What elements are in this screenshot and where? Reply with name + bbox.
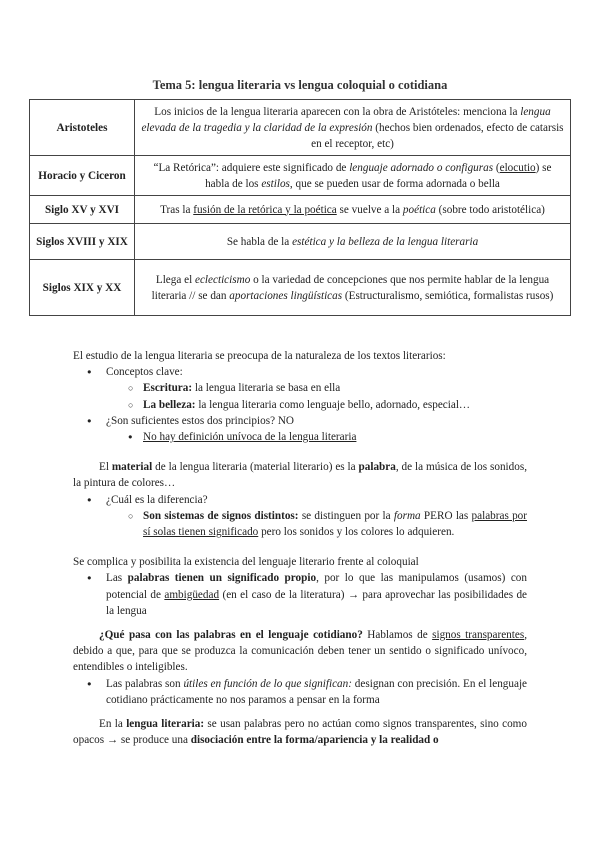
page-title: Tema 5: lengua literaria vs lengua coloquial o cotidiana bbox=[152, 78, 448, 92]
list-item: ● Las palabras son útiles en función de lo que significan: designan con precisión. En el lenguaje cotidiano prácticamente no nos paramos a pensar en la forma bbox=[73, 676, 527, 708]
row-label: Aristoteles bbox=[30, 100, 135, 156]
history-table bbox=[29, 99, 571, 316]
list-item: ● No hay definición unívoca de la lengua literaria bbox=[73, 429, 527, 445]
bullet-list bbox=[73, 492, 527, 541]
row-description: Llega el eclecticismo o la variedad de concepciones que nos permite hablar de la lengua literaria // se dan aportaciones lingüísticas (Estructuralismo, semiótica, formalistas rusos) bbox=[135, 260, 571, 316]
row-label: Horacio y Ciceron bbox=[30, 156, 135, 196]
bullet-list bbox=[73, 570, 527, 619]
row-description: Tras la fusión de la retórica y la poética se vuelve a la poética (sobre todo aristotélica) bbox=[135, 196, 571, 224]
list-item: ● Conceptos clave: bbox=[73, 364, 527, 380]
list-item: ○ Escritura: la lengua literaria se basa en ella bbox=[73, 380, 527, 396]
list-item: ● ¿Cuál es la diferencia? bbox=[73, 492, 527, 508]
paragraph: El estudio de la lengua literaria se preocupa de la naturaleza de los textos literarios: bbox=[73, 350, 446, 362]
row-label: Siglo XV y XVI bbox=[30, 196, 135, 224]
body-text bbox=[73, 348, 527, 748]
row-label: Siglos XVIII y XIX bbox=[30, 224, 135, 260]
bullet-list bbox=[73, 364, 527, 445]
list-item: ○ Son sistemas de signos distintos: se distinguen por la forma PERO las palabras por sí solas tienen significado pero los sonidos y los colores lo adquieren. bbox=[73, 508, 527, 540]
row-description: Los inicios de la lengua literaria aparecen con la obra de Aristóteles: menciona la lengua elevada de la tragedia y la claridad de la expresión (hechos bien ordenados, efecto de catarsis en el receptor, etc) bbox=[135, 100, 571, 156]
bullet-list bbox=[73, 676, 527, 708]
table-row bbox=[30, 156, 571, 196]
list-item: ○ La belleza: la lengua literaria como lenguaje bello, adornado, especial… bbox=[73, 397, 527, 413]
paragraph: En la lengua literaria: se usan palabras pero no actúan como signos transparentes, sino como opacos → se produce una disociación entre la forma/apariencia y la realidad o bbox=[73, 718, 527, 747]
row-label: Siglos XIX y XX bbox=[30, 260, 135, 316]
paragraph: ¿Qué pasa con las palabras en el lenguaje cotidiano? Hablamos de signos transparentes, debido a que, para que se produzca la comunicación deben tener un sentido o significado unívoco, entendibles o inteligibles. bbox=[73, 629, 527, 674]
table-row bbox=[30, 100, 571, 156]
paragraph: Se complica y posibilita la existencia del lenguaje literario frente al coloquial bbox=[73, 556, 419, 569]
table-row bbox=[30, 260, 571, 316]
row-description: “La Retórica”: adquiere este significado de lenguaje adornado o configuras (elocutio) se habla de los estilos, que se pueden usar de forma adornada o bella bbox=[135, 156, 571, 196]
table-row bbox=[30, 196, 571, 224]
row-description: Se habla de la estética y la belleza de la lengua literaria bbox=[135, 224, 571, 260]
table-row bbox=[30, 224, 571, 260]
list-item: ● ¿Son suficientes estos dos principios? NO bbox=[73, 413, 527, 429]
paragraph: El material de la lengua literaria (material literario) es la palabra, de la música de los sonidos, la pintura de colores… bbox=[73, 461, 527, 490]
list-item: ● Las palabras tienen un significado propio, por lo que las manipulamos (usamos) con potencial de ambigüedad (en el caso de la literatura) → para aprovechar las posibilidades de la lengua bbox=[73, 570, 527, 619]
